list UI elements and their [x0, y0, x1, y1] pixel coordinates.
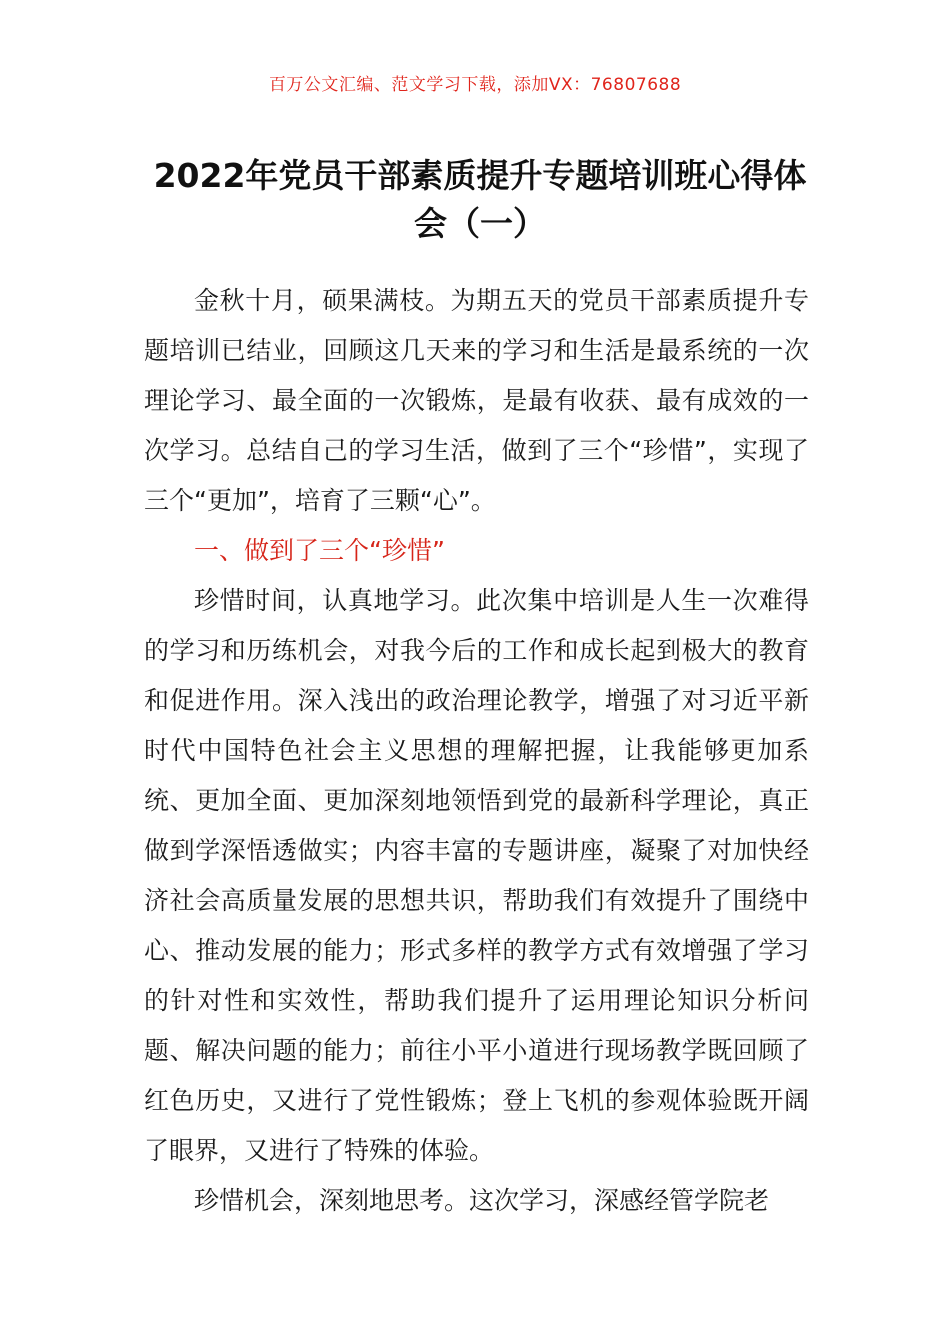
paragraph-cherish-time: 珍惜时间，认真地学习。此次集中培训是人生一次难得的学习和历练机会，对我今后的工作和成长起到极大的教育和促进作用。深入浅出的政治理论教学，增强了对习近平新时代中国特色社会主义思想的理解把握，让我能够更加系统、更加全面、更加深刻地领悟到党的最新科学理论，真正做到学深悟透做实；内容丰富的专题讲座，凝聚了对加快经济社会高质量发展的思想共识，帮助我们有效提升了围绕中心、推动发展的能力；形式多样的教学方式有效增强了学习的针对性和实效性，帮助我们提升了运用理论知识分析问题、解决问题的能力；前往小平小道进行现场教学既回顾了红色历史，又进行了党性锻炼；登上飞机的参观体验既开阔了眼界，又进行了特殊的体验。: [144, 586, 809, 1165]
header-note: 百万公文汇编、范文学习下载，添加VX：76807688: [268, 75, 682, 95]
document-title: 2022年党员干部素质提升专题培训班心得体会（一）: [153, 156, 807, 243]
section-heading: 一、做到了三个“珍惜”: [194, 536, 445, 565]
paragraph-intro: 金秋十月，硕果满枝。为期五天的党员干部素质提升专题培训已结业，回顾这几天来的学习和生活是最系统的一次理论学习、最全面的一次锻炼，是最有收获、最有成效的一次学习。总结自己的学习生活，做到了三个“珍惜”，实现了三个“更加”，培育了三颗“心”。: [144, 286, 809, 515]
paragraph-cherish-opportunity: 珍惜机会，深刻地思考。这次学习，深感经管学院老: [194, 1186, 770, 1215]
document-body: [144, 276, 809, 1226]
